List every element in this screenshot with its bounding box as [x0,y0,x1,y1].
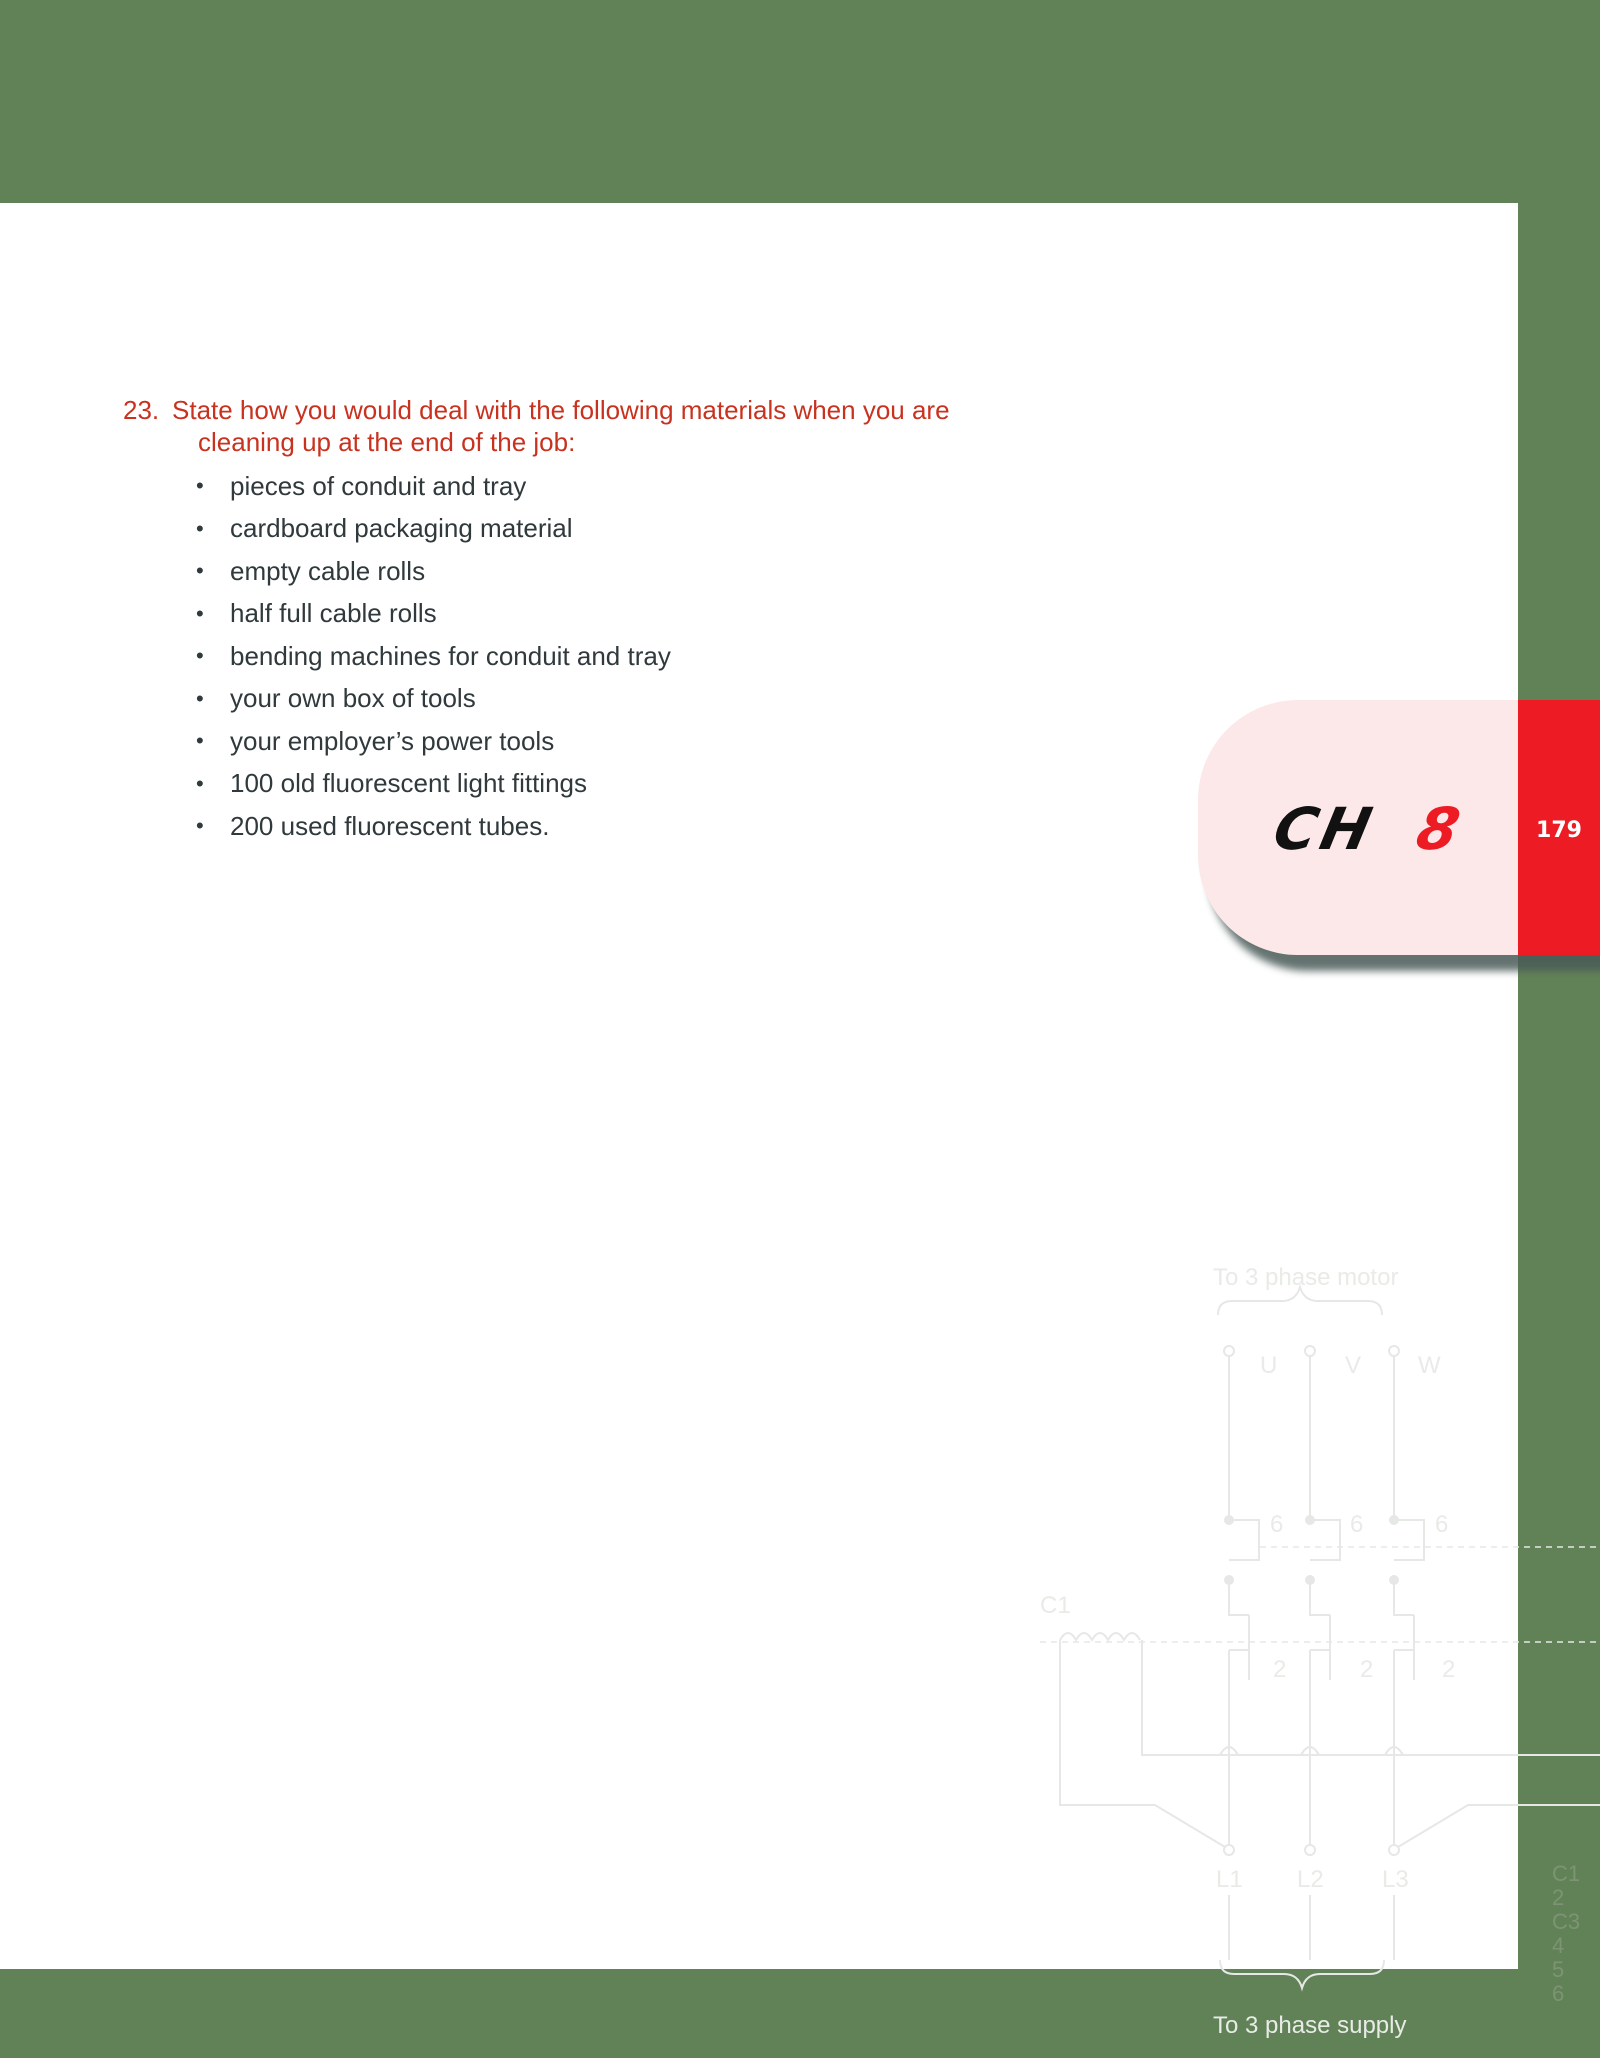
bullet-icon: • [196,685,204,711]
bullet-icon: • [196,770,204,796]
list-item: • cardboard packaging material [196,513,573,544]
question-number: 23. [123,395,160,425]
chapter-number: 8 [1410,795,1466,863]
bullet-icon: • [196,473,204,499]
bullet-icon: • [196,643,204,669]
page-number: 179 [1536,818,1582,843]
contact-label-6c: 6 [1435,1511,1449,1538]
bullet-icon: • [196,558,204,584]
question-23 [123,394,1023,458]
supply-label: To 3 phase supply [1213,2012,1407,2039]
chapter-prefix: CH [1267,795,1382,863]
terminal-l1-label: L1 [1216,1866,1243,1893]
motor-brace [1218,1287,1382,1315]
terminal-v [1305,1346,1315,1356]
bullet-icon: • [196,600,204,626]
terminal-l1 [1224,1845,1234,1855]
list-item: • pieces of conduit and tray [196,470,527,501]
contact-label-2a: 2 [1273,1656,1287,1683]
list-item: • bending machines for conduit and tray [196,640,671,671]
list-item: • 100 old fluorescent light fittings [196,768,587,799]
terminal-w-label: W [1418,1352,1441,1379]
bullet-icon: • [196,813,204,839]
terminal-u-label: U [1260,1352,1278,1379]
terminal-l2-label: L2 [1297,1866,1324,1893]
bullet-icon: • [196,515,204,541]
terminal-l2 [1305,1845,1315,1855]
contact-label-2b: 2 [1360,1656,1374,1683]
list-item: • half full cable rolls [196,598,437,629]
motor-label: To 3 phase motor [1213,1264,1399,1291]
question-text-line1: State how you would deal with the following materials when you are [172,395,950,425]
list-item: • 200 used fluorescent tubes. [196,810,550,841]
bullet-icon: • [196,728,204,754]
coil-label: C1 [1040,1592,1071,1619]
terminal-v-label: V [1345,1352,1362,1379]
contact-label-6b: 6 [1350,1511,1364,1538]
terminal-l3-label: L3 [1382,1866,1409,1893]
side-labels: C1 2 C3 4 5 6 [1552,1861,1581,2006]
contact-label-2c: 2 [1442,1656,1456,1683]
question-text-line2: cleaning up at the end of the job: [198,427,576,457]
list-item: • empty cable rolls [196,555,426,586]
supply-brace [1220,1960,1384,1988]
list-item: • your employer’s power tools [196,725,555,756]
contact-label-6a: 6 [1270,1511,1284,1538]
materials-list [196,465,671,848]
coil [1060,1633,1140,1640]
terminal-l3 [1389,1845,1399,1855]
circuit-diagram [1020,1255,1600,2058]
terminal-w [1389,1346,1399,1356]
list-item: • your own box of tools [196,683,476,714]
terminal-u [1224,1346,1234,1356]
